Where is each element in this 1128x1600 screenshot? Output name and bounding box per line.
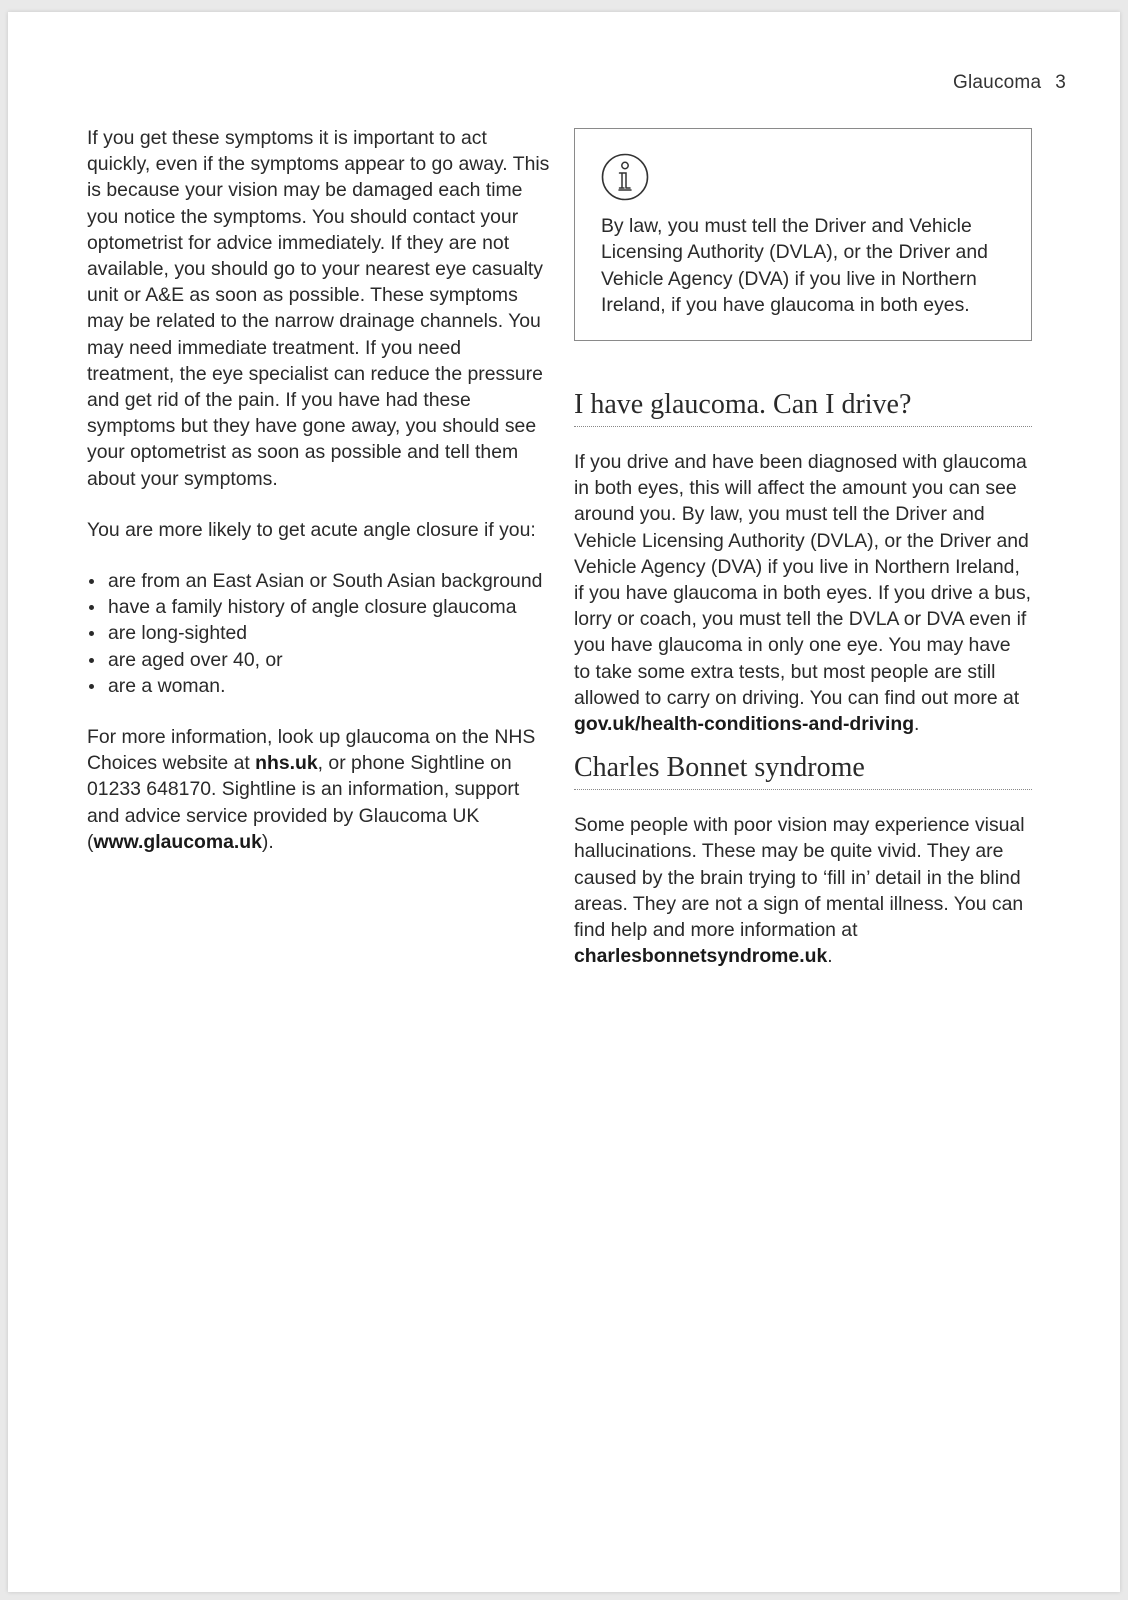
charles-bonnet-end: . (827, 945, 833, 968)
driving-end: . (914, 713, 920, 736)
nhs-link[interactable]: nhs.uk (255, 752, 318, 775)
glaucoma-uk-link[interactable]: www.glaucoma.uk (93, 830, 262, 853)
left-column (87, 125, 553, 855)
more-info-text-2: , or phone Sightline on 01233 648170. Sightline is an information, support and advice service provided by Glaucoma UK ( (87, 752, 520, 853)
info-box-text: By law, you must tell the Driver and Vehicle Licensing Authority (DVLA), or the Driver and Vehicle Agency (DVA) if you live in Northern Ireland, if you have glaucoma in both eyes. (601, 215, 988, 316)
running-header (953, 72, 1066, 94)
list-item: are a woman. (87, 673, 553, 699)
section-heading-charles-bonnet: Charles Bonnet syndrome (574, 751, 1032, 790)
risk-factors-list (87, 568, 553, 699)
gov-driving-link[interactable]: gov.uk/health-conditions-and-driving (574, 713, 915, 736)
driving-text: If you drive and have been diagnosed with glaucoma in both eyes, this will affect the amount you can see around you. By law, you must tell the Driver and Vehicle Licensing Authority (DVLA), or the Driver and Vehicle Agency (DVA) if you live in Northern Ireland, if you have glaucoma in both eyes. If you drive a bus, lorry or coach, you must tell the DVLA or DVA even if you have glaucoma in only one eye. You may have to take some extra tests, but most people are still allowed to carry on driving. You can find out more at (574, 451, 1032, 709)
list-item: are aged over 40, or (87, 647, 553, 673)
right-column (574, 128, 1032, 969)
charles-bonnet-paragraph (574, 812, 1032, 969)
charles-bonnet-text: Some people with poor vision may experience visual hallucinations. These may be quite vivid. They are caused by the brain trying to ‘fill in’ detail in the blind areas. They are not a sign of mental illness. You can find help and more information at (574, 814, 1025, 942)
section-heading-driving: I have glaucoma. Can I drive? (574, 388, 1032, 427)
list-item: are from an East Asian or South Asian background (87, 568, 553, 594)
document-page (8, 12, 1120, 1592)
more-info-paragraph (87, 724, 553, 855)
info-box (574, 128, 1032, 341)
page-number: 3 (1055, 72, 1066, 93)
list-item: have a family history of angle closure glaucoma (87, 594, 553, 620)
charles-bonnet-link[interactable]: charlesbonnetsyndrome.uk (574, 945, 828, 968)
list-item: are long-sighted (87, 620, 553, 646)
risk-intro-paragraph: You are more likely to get acute angle closure if you: (87, 518, 536, 541)
more-info-text-1: For more information, look up glaucoma on the NHS Choices website at (87, 726, 536, 775)
header-title: Glaucoma (953, 72, 1042, 93)
info-icon (601, 153, 649, 201)
more-info-text-3: ). (261, 830, 274, 853)
symptoms-paragraph: If you get these symptoms it is important to act quickly, even if the symptoms appear to go away. This is because your vision may be damaged each time you notice the symptoms. You should contact your optometrist for advice immediately. If they are not available, you should go to your nearest eye casualty unit or A&E as soon as possible. These symptoms may be related to the narrow drainage channels. You may need immediate treatment. If you need treatment, the eye specialist can reduce the pressure and get rid of the pain. If you have had these symptoms but they have gone away, you should see your optometrist as soon as possible and tell them about your symptoms. (87, 127, 550, 490)
driving-paragraph (574, 449, 1032, 737)
